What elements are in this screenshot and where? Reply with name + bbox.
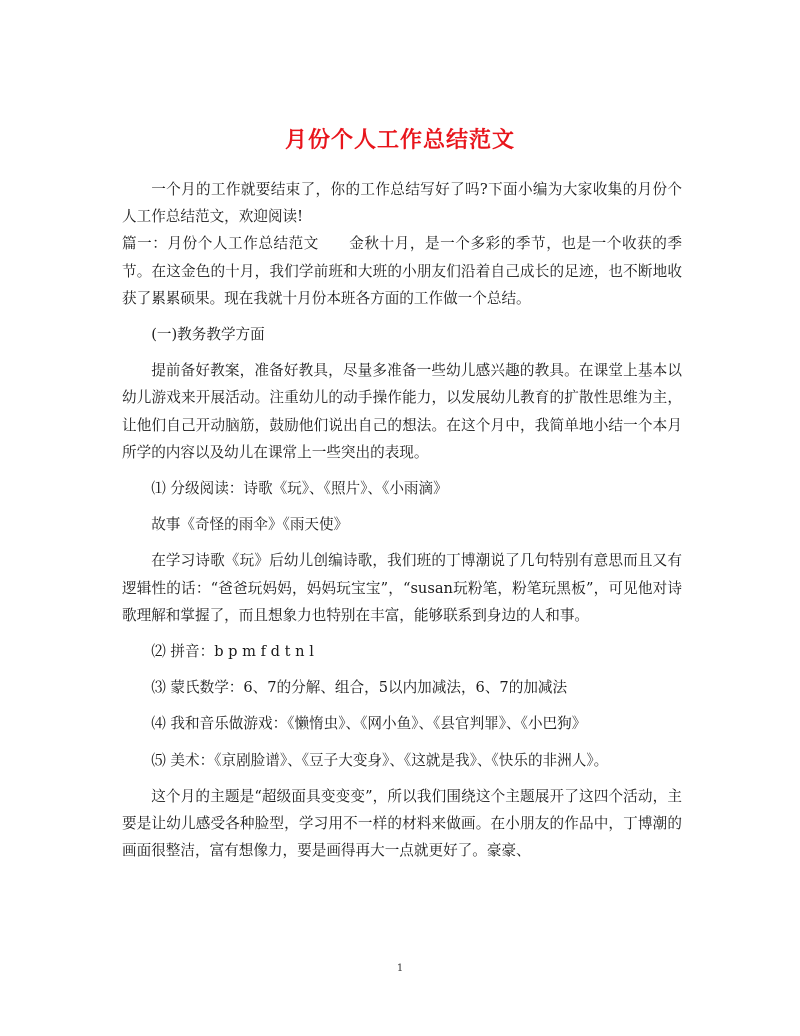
section-heading: (一)教务教学方面 bbox=[151, 326, 265, 344]
page-number: 1 bbox=[396, 963, 404, 974]
teaching-paragraph: 提前备好教案，准备好教具，尽量多准备一些幼儿感兴趣的教具。在课堂上基本以幼儿游戏来开展活动。注重幼儿的动手操作能力，以发展幼儿教育的扩散性思维为主，让他们自己开动脑筋，鼓励他们说出自己的想法。在这个月中，我简单地小结一个本月所学的内容以及幼儿在课常上一些突出的表现。 bbox=[122, 362, 682, 461]
story-item: 故事《奇怪的雨伞》《雨天使》 bbox=[151, 516, 349, 534]
article-one-paragraph: 篇一：月份个人工作总结范文 金秋十月，是一个多彩的季节，也是一个收获的季节。在这金色的十月，我们学前班和大班的小朋友们沿着自己成长的足迹，也不断地收获了累累硕果。现在我就十月份本班各方面的工作做一个总结。 bbox=[122, 235, 682, 307]
music-item: ⑷ 我和音乐做游戏：《懒惰虫》、《网小鱼》、《县官判罪》、《小巴狗》 bbox=[151, 715, 587, 733]
reading-item: ⑴ 分级阅读：诗歌《玩》、《照片》、《小雨滴》 bbox=[151, 480, 448, 498]
document-title: 月份个人工作总结范文 bbox=[284, 126, 515, 153]
math-item: ⑶ 蒙氏数学：6、7的分解、组合，5以内加减法，6、7的加减法 bbox=[151, 679, 568, 697]
poem-paragraph: 在学习诗歌《玩》后幼儿创编诗歌，我们班的丁博潮说了几句特别有意思而且又有逻辑性的话：“爸爸玩妈妈，妈妈玩宝宝”，“susan玩粉笔，粉笔玩黑板”，可见他对诗歌理解和掌握了，而且想象力也特别在丰富，能够联系到身边的人和事。 bbox=[122, 552, 682, 624]
intro-paragraph: 一个月的工作就要结束了，你的工作总结写好了吗?下面小编为大家收集的月份个人工作总结范文，欢迎阅读! bbox=[122, 181, 682, 226]
pinyin-item: ⑵ 拼音：b p m f d t n l bbox=[151, 643, 314, 661]
theme-paragraph: 这个月的主题是“超级面具变变变”，所以我们围绕这个主题展开了这四个活动，主要是让幼儿感受各种脸型，学习用不一样的材料来做画。在小朋友的作品中，丁博潮的画面很整洁，富有想像力，要是画得再大一点就更好了。豪豪、 bbox=[122, 787, 682, 860]
document-body bbox=[122, 176, 682, 864]
art-item: ⑸ 美术：《京剧脸谱》、《豆子大变身》、《这就是我》、《快乐的非洲人》。 bbox=[151, 751, 609, 769]
